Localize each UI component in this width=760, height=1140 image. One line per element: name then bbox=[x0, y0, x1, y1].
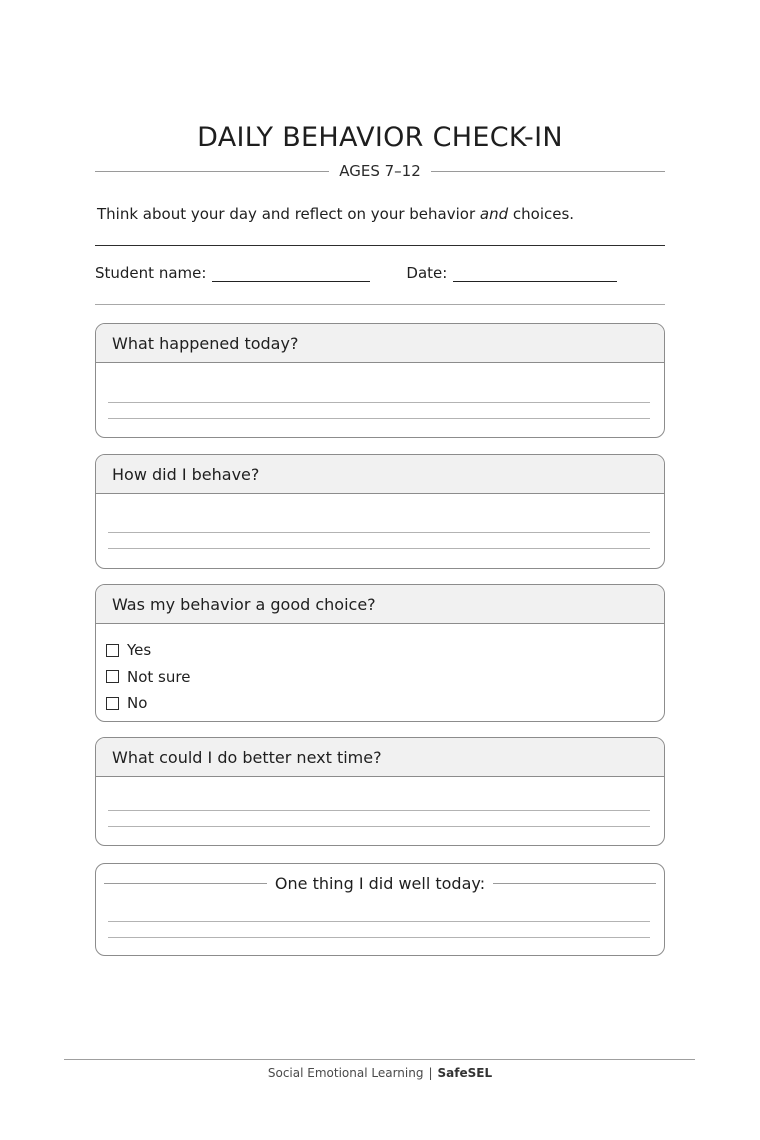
date-field[interactable] bbox=[453, 264, 617, 282]
writing-line[interactable] bbox=[108, 418, 650, 419]
section-what-happened bbox=[95, 323, 665, 438]
writing-line[interactable] bbox=[108, 532, 650, 533]
section-header: What could I do better next time? bbox=[96, 738, 664, 777]
instructions-emphasis: and bbox=[479, 205, 509, 223]
choice-options bbox=[106, 637, 190, 717]
instructions-before: Think about your day and reflect on your behavior bbox=[97, 205, 480, 223]
option-not-sure[interactable] bbox=[106, 664, 190, 691]
divider-dark bbox=[95, 245, 665, 246]
option-label: Not sure bbox=[127, 667, 191, 686]
checkbox-icon[interactable] bbox=[106, 670, 119, 683]
age-range-subtitle: AGES 7–12 bbox=[339, 162, 421, 180]
writing-line[interactable] bbox=[108, 921, 650, 922]
student-name-field[interactable] bbox=[212, 264, 370, 282]
section-header: How did I behave? bbox=[96, 455, 664, 494]
option-no[interactable] bbox=[106, 690, 190, 717]
option-label: No bbox=[127, 694, 148, 713]
section-did-well bbox=[95, 863, 665, 956]
section-better-next bbox=[95, 737, 665, 846]
checkbox-icon[interactable] bbox=[106, 644, 119, 657]
option-label: Yes bbox=[127, 641, 152, 660]
section-header: Was my behavior a good choice? bbox=[96, 585, 664, 624]
header-rule-left bbox=[104, 883, 267, 884]
section-header-row bbox=[104, 872, 656, 894]
writing-line[interactable] bbox=[108, 402, 650, 403]
checkbox-icon[interactable] bbox=[106, 697, 119, 710]
page-title: DAILY BEHAVIOR CHECK-IN bbox=[197, 122, 563, 153]
footer-brand: SafeSEL bbox=[437, 1066, 493, 1080]
writing-line[interactable] bbox=[108, 937, 650, 938]
section-how-behave bbox=[95, 454, 665, 569]
date-label: Date: bbox=[406, 264, 448, 282]
subtitle-row bbox=[95, 161, 665, 181]
footer-divider bbox=[64, 1059, 695, 1060]
divider-light bbox=[95, 304, 665, 305]
subtitle-rule-left bbox=[95, 171, 329, 172]
footer-separator: | bbox=[428, 1066, 433, 1080]
instructions-text bbox=[97, 205, 574, 223]
header-rule-right bbox=[493, 883, 656, 884]
writing-line[interactable] bbox=[108, 810, 650, 811]
section-good-choice bbox=[95, 584, 665, 722]
footer bbox=[0, 1066, 760, 1080]
student-info-row bbox=[95, 264, 617, 282]
option-yes[interactable] bbox=[106, 637, 190, 664]
footer-text: Social Emotional Learning bbox=[267, 1066, 424, 1080]
writing-line[interactable] bbox=[108, 826, 650, 827]
section-header: What happened today? bbox=[96, 324, 664, 363]
section-header: One thing I did well today: bbox=[274, 873, 486, 893]
student-name-label: Student name: bbox=[95, 264, 207, 282]
writing-line[interactable] bbox=[108, 548, 650, 549]
subtitle-rule-right bbox=[431, 171, 665, 172]
instructions-after: choices. bbox=[508, 205, 575, 223]
